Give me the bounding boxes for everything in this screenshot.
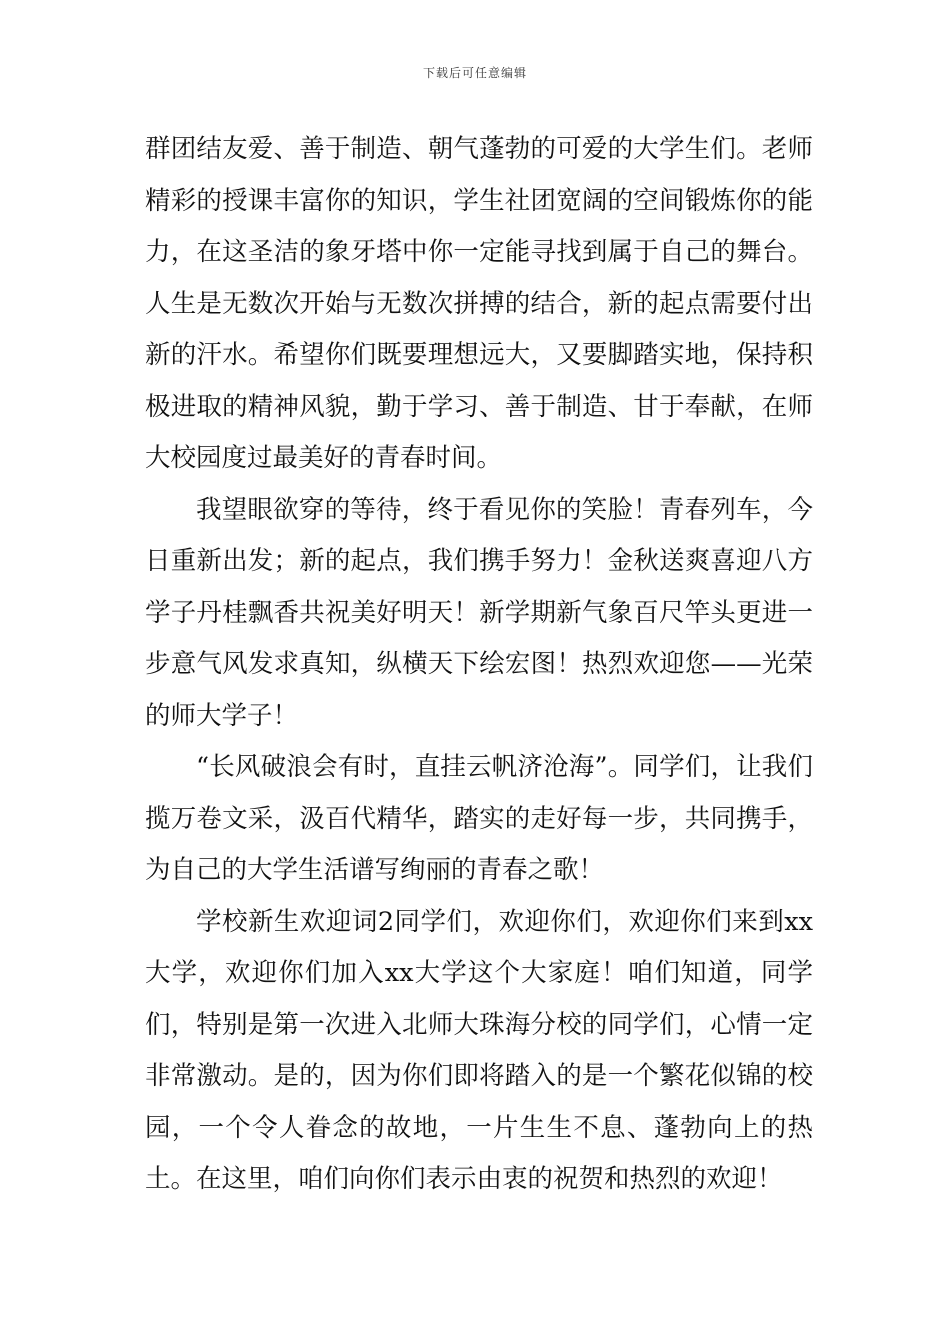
paragraph-1: 群团结友爱、善于制造、朝气蓬勃的可爱的大学生们。老师精彩的授课丰富你的知识，学生社团宽阔的空间锻炼你的能力，在这圣洁的象牙塔中你一定能寻找到属于自己的舞台。人生是无数次开始与无数次拼搏的结合，新的起点需要付出新的汗水。希望你们既要理想远大，又要脚踏实地，保持积极进取的精神风貌，勤于学习、善于制造、甘于奉献，在师大校园度过最美好的青春时间。 bbox=[145, 134, 813, 473]
document-body bbox=[145, 124, 813, 1206]
page-header: 下载后可任意编辑 bbox=[422, 66, 527, 80]
paragraph-2: 我望眼欲穿的等待，终于看见你的笑脸！青春列车，今日重新出发；新的起点，我们携手努力！金秋送爽喜迎八方学子丹桂飘香共祝美好明天！新学期新气象百尺竿头更进一步意气风发求真知，纵横天下绘宏图！热烈欢迎您——光荣的师大学子！ bbox=[145, 494, 813, 731]
paragraph-3: “长风破浪会有时，直挂云帆济沧海”。同学们，让我们揽万卷文采，汲百代精华，踏实的走好每一步，共同携手，为自己的大学生活谱写绚丽的青春之歌！ bbox=[145, 752, 813, 885]
paragraph-4: 学校新生欢迎词2同学们，欢迎你们，欢迎你们来到xx大学，欢迎你们加入xx大学这个大家庭！咱们知道，同学们，特别是第一次进入北师大珠海分校的同学们，心情一定非常激动。是的，因为你们即将踏入的是一个繁花似锦的校园，一个令人眷念的故地，一片生生不息、蓬勃向上的热土。在这里，咱们向你们表示由衷的祝贺和热烈的欢迎！ bbox=[145, 906, 813, 1194]
